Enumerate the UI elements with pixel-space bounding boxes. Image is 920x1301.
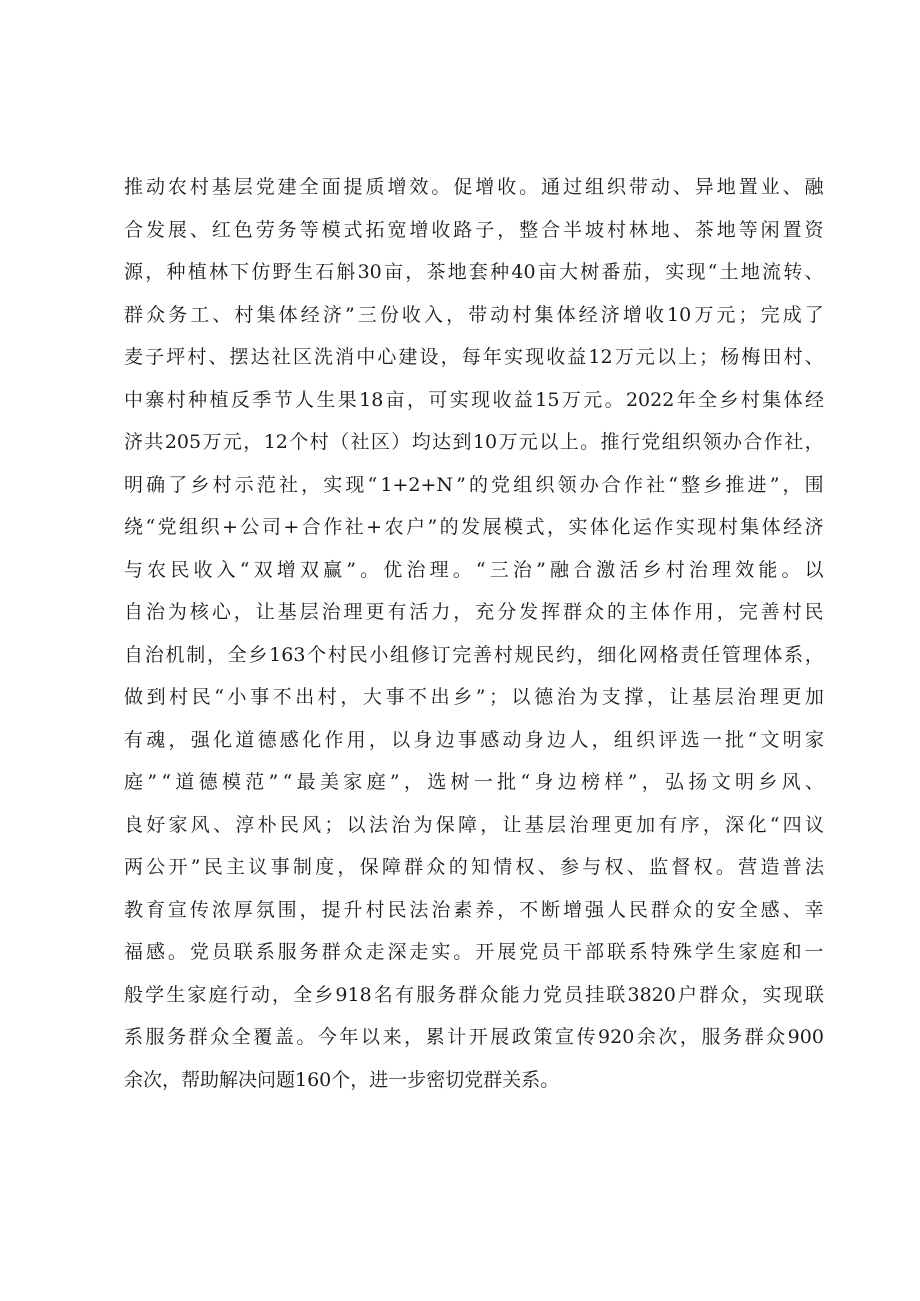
- text-line: 两 公 开 ” 民 主 议 事 制 度 ， 保 障 群 众 的 知 情 权 、 参 与 权 、 监 督 权 。 营 造 普 法: [124, 856, 824, 878]
- body-paragraph: [124, 166, 824, 1101]
- text-line: 做 到 村 民 “ 小 事 不 出 村 ， 大 事 不 出 乡 ” ； 以 德 治 为 支 撑 ， 让 基 层 治 理 更 加: [124, 686, 824, 708]
- text-line: 有 魂 ， 强 化 道 德 感 化 作 用 ， 以 身 边 事 感 动 身 边 人 ， 组 织 评 选 一 批 “ 文 明 家: [124, 728, 824, 751]
- text-line: 明 确 了 乡 村 示 范 社 ， 实 现 “ 1+2+N ” 的 党 组 织 领 办 合 作 社 “ 整 乡 推 进 ” ， 围: [124, 473, 824, 496]
- text-line: 庭 ” “ 道 德 模 范 ” “ 最 美 家 庭 ” ， 选 树 一 批 “ 身 边 榜 样 ” ， 弘 扬 文 明 乡 风 、: [124, 771, 824, 793]
- text-line: 良 好 家 风 、 淳 朴 民 风 ； 以 法 治 为 保 障 ， 让 基 层 治 理 更 加 有 序 ， 深 化 “ 四 议: [124, 813, 824, 836]
- text-line: 群 众 务 工 、 村 集 体 经 济 ” 三 份 收 入 ， 带 动 村 集 体 经 济 增 收 10 万 元 ； 完 成 了: [124, 303, 824, 326]
- text-line: 济 共 205 万 元 ， 12 个 村 （ 社 区 ） 均 达 到 10 万 元 以 上 。 推 行 党 组 织 领 办 合 作 社 ，: [124, 431, 824, 453]
- text-line: 麦 子 坪 村 、 摆 达 社 区 洗 消 中 心 建 设 ， 每 年 实 现 收 益 12 万 元 以 上 ； 杨 梅 田 村 、: [124, 346, 824, 368]
- text-line: 与 农 民 收 入 “ 双 增 双 赢 ” 。 优 治 理 。 “ 三 治 ” 融 合 激 活 乡 村 治 理 效 能 。 以: [124, 558, 824, 581]
- text-line: 中 寨 村 种 植 反 季 节 人 生 果 18 亩 ， 可 实 现 收 益 15 万 元 。 2022 年 全 乡 村 集 体 经: [124, 388, 824, 411]
- text-line: 自 治 为 核 心 ， 让 基 层 治 理 更 有 活 力 ， 充 分 发 挥 群 众 的 主 体 作 用 ， 完 善 村 民: [124, 601, 824, 623]
- text-line: 绕 “ 党 组 织 + 公 司 + 合 作 社 + 农 户 ” 的 发 展 模 式 ， 实 体 化 运 作 实 现 村 集 体 经 济: [124, 516, 824, 538]
- text-line: 合 发 展 、 红 色 劳 务 等 模 式 拓 宽 增 收 路 子 ， 整 合 半 坡 村 林 地 、 茶 地 等 闲 置 资: [124, 218, 824, 241]
- text-line: 余次，帮助解决问题160个，进一步密切党群关系。: [124, 1068, 560, 1091]
- text-line: 般 学 生 家 庭 行 动 ， 全 乡 918 名 有 服 务 群 众 能 力 党 员 挂 联 3820 户 群 众 ， 实 现 联: [124, 983, 824, 1006]
- text-line: 福 感 。 党 员 联 系 服 务 群 众 走 深 走 实 。 开 展 党 员 干 部 联 系 特 殊 学 生 家 庭 和 一: [124, 941, 824, 963]
- text-line: 教 育 宣 传 浓 厚 氛 围 ， 提 升 村 民 法 治 素 养 ， 不 断 增 强 人 民 群 众 的 安 全 感 、 幸: [124, 898, 824, 921]
- text-line: 源 ， 种 植 林 下 仿 野 生 石 斛 30 亩 ， 茶 地 套 种 40 亩 大 树 番 茄 ， 实 现 “ 土 地 流 转 、: [124, 261, 824, 283]
- text-line: 系 服 务 群 众 全 覆 盖 。 今 年 以 来 ， 累 计 开 展 政 策 宣 传 920 余 次 ， 服 务 群 众 900: [124, 1026, 824, 1048]
- text-line: 推 动 农 村 基 层 党 建 全 面 提 质 增 效 。 促 增 收 。 通 过 组 织 带 动 、 异 地 置 业 、 融: [124, 176, 824, 198]
- text-line: 自 治 机 制 ， 全 乡 163 个 村 民 小 组 修 订 完 善 村 规 民 约 ， 细 化 网 格 责 任 管 理 体 系 ，: [124, 643, 824, 666]
